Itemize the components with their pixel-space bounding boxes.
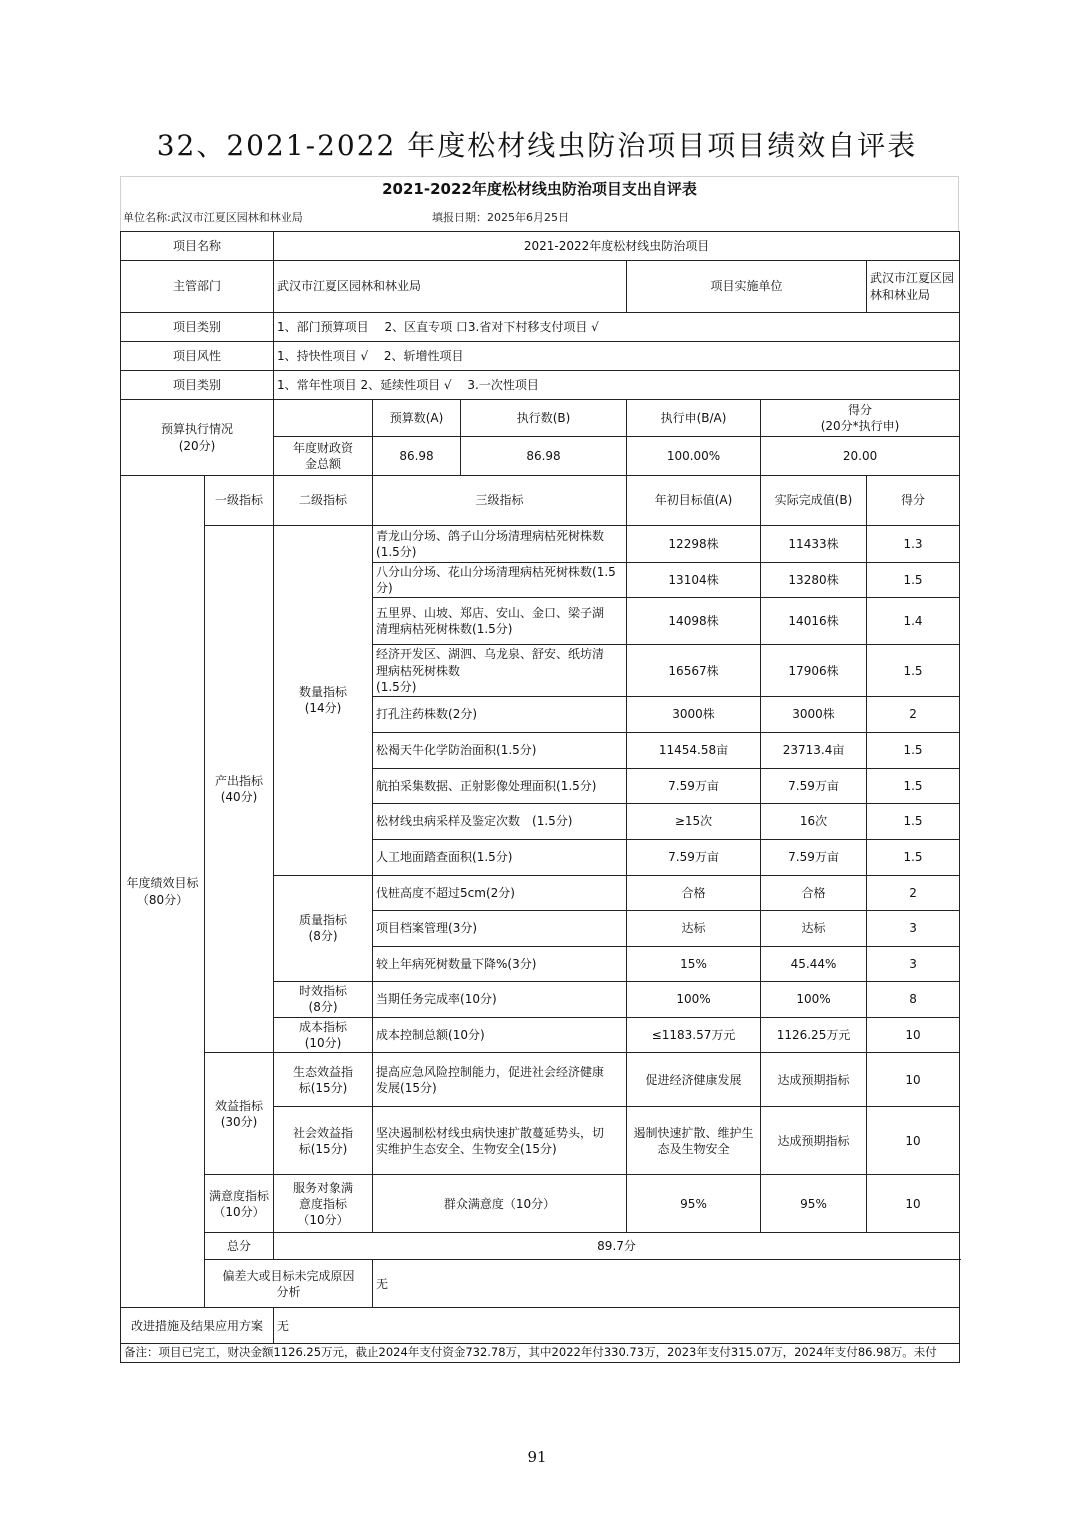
budget-score: 20.00 — [761, 437, 960, 476]
actual-value: 7.59万亩 — [761, 839, 867, 875]
nature-value: 1、持快性项目 √ 2、斩增性项目 — [274, 342, 960, 371]
table-row — [121, 313, 960, 342]
actual-value: 达成预期指标 — [761, 1107, 867, 1175]
indicator-name: 较上年病死树数量下降%(3分) — [373, 946, 627, 981]
nature-label: 项目风性 — [121, 342, 274, 371]
budget-col-score: 得分 (20分*执行申) — [761, 400, 960, 437]
score-value: 3 — [867, 910, 960, 946]
table-row — [121, 342, 960, 371]
sheet-title: 2021-2022年度松材线虫防治项目支出自评表 — [382, 180, 697, 198]
indicator-name: 八分山分场、花山分场清理病枯死树株数(1.5 分) — [373, 563, 627, 598]
improve-value: 无 — [274, 1308, 960, 1344]
actual-value: 100% — [761, 981, 867, 1017]
budget-label: 预算执行情况 (20分) — [121, 400, 274, 476]
actual-value: 14016株 — [761, 598, 867, 645]
page-number: 91 — [527, 1448, 547, 1466]
target-value: 遏制快速扩散、维护生 态及生物安全 — [627, 1107, 761, 1175]
budget-col-a: 预算数(A) — [373, 400, 461, 437]
type1-value: 1、部门预算项目 2、区直专项 口3.省对下村移支付项目 √ — [274, 313, 960, 342]
indicator-name: 松材线虫病采样及鉴定次数 (1.5分) — [373, 803, 627, 839]
eco-label: 生态效益指 标(15分) — [274, 1053, 373, 1107]
score-value: 1.5 — [867, 839, 960, 875]
indicator-name: 航拍采集数据、正射影像处理面积(1.5分) — [373, 768, 627, 803]
table-row — [121, 476, 960, 526]
output-label: 产出指标 (40分) — [205, 526, 274, 1053]
score-value: 1.5 — [867, 645, 960, 697]
actual-value: 13280株 — [761, 563, 867, 598]
indicator-name: 当期任务完成率(10分) — [373, 981, 627, 1017]
actual-value: 45.44% — [761, 946, 867, 981]
target-value: 促进经济健康发展 — [627, 1053, 761, 1107]
table-row — [121, 526, 960, 563]
target-value: 7.59万亩 — [627, 768, 761, 803]
actual-value: 16次 — [761, 803, 867, 839]
evaluation-table — [120, 231, 960, 1363]
improve-label: 改进措施及结果应用方案 — [121, 1308, 274, 1344]
score-value: 1.5 — [867, 768, 960, 803]
time-label: 时效指标 (8分) — [274, 981, 373, 1017]
target-value: 合格 — [627, 875, 761, 910]
target-value: 11454.58亩 — [627, 732, 761, 768]
indicator-name: 坚决遏制松材线虫病快速扩散蔓延势头，切 实维护生态安全、生物安全(15分) — [373, 1107, 627, 1175]
actual-value: 7.59万亩 — [761, 768, 867, 803]
actual-value: 1126.25万元 — [761, 1017, 867, 1052]
indicator-name: 伐桩高度不超过5cm(2分) — [373, 875, 627, 910]
indicator-name: 群众满意度（10分） — [373, 1175, 627, 1233]
perf-header-5: 实际完成值(B) — [761, 476, 867, 526]
budget-col-b: 执行数(B) — [461, 400, 627, 437]
deviation-value: 无 — [373, 1260, 960, 1308]
total-label: 总分 — [205, 1233, 274, 1260]
target-value: 13104株 — [627, 563, 761, 598]
total-value: 89.7分 — [274, 1233, 960, 1260]
actual-value: 3000株 — [761, 696, 867, 732]
dept-value: 武汉市江夏区园林和林业局 — [274, 261, 627, 313]
perf-label: 年度绩效目标 （80分） — [121, 476, 205, 1308]
page-title: 32、2021-2022 年度松材线虫防治项目项目绩效自评表 — [156, 129, 918, 162]
target-value: 15% — [627, 946, 761, 981]
score-value: 1.5 — [867, 563, 960, 598]
actual-value: 23713.4亩 — [761, 732, 867, 768]
table-row — [121, 400, 960, 437]
project-name-label: 项目名称 — [121, 232, 274, 261]
target-value: 16567株 — [627, 645, 761, 697]
score-value: 1.4 — [867, 598, 960, 645]
indicator-name: 打孔注药株数(2分) — [373, 696, 627, 732]
sat2-label: 服务对象满 意度指标 （10分） — [274, 1175, 373, 1233]
actual-value: 合格 — [761, 875, 867, 910]
table-row — [121, 1260, 960, 1308]
note: 备注：项目已完工，财决金额1126.25万元，截止2024年支付资金732.78万，其中2022年付330.73万，2023年支付315.07万，2024年支付86.98万。未付 — [121, 1344, 960, 1363]
impl-label: 项目实施单位 — [627, 261, 867, 313]
perf-header-4: 年初目标值(A) — [627, 476, 761, 526]
fill-date: 填报日期：2025年6月25日 — [432, 211, 569, 224]
target-value: ≥15次 — [627, 803, 761, 839]
actual-value: 17906株 — [761, 645, 867, 697]
table-row — [121, 1233, 960, 1260]
target-value: 12298株 — [627, 526, 761, 563]
score-value: 10 — [867, 1053, 960, 1107]
table-row — [121, 1053, 960, 1107]
score-value: 8 — [867, 981, 960, 1017]
benefit-label: 效益指标 (30分) — [205, 1053, 274, 1175]
score-value: 1.5 — [867, 803, 960, 839]
budget-row-label: 年度财政资 金总额 — [274, 437, 373, 476]
indicator-name: 成本控制总额(10分) — [373, 1017, 627, 1052]
budget-b: 86.98 — [461, 437, 627, 476]
perf-header-3: 三级指标 — [373, 476, 627, 526]
unit-name: 单位名称:武汉市江夏区园林和林业局 — [123, 211, 303, 224]
type2-label: 项目类别 — [121, 371, 274, 400]
perf-header-6: 得分 — [867, 476, 960, 526]
table-row — [121, 261, 960, 313]
target-value: ≤1183.57万元 — [627, 1017, 761, 1052]
budget-col-rate: 执行申(B/A) — [627, 400, 761, 437]
perf-header-1: 一级指标 — [205, 476, 274, 526]
social-label: 社会效益指 标(15分) — [274, 1107, 373, 1175]
table-row — [121, 1308, 960, 1344]
actual-value: 达成预期指标 — [761, 1053, 867, 1107]
indicator-name: 经济开发区、湖泗、乌龙泉、舒安、纸坊清 理病枯死树株数 (1.5分) — [373, 645, 627, 697]
cost-label: 成本指标 (10分) — [274, 1017, 373, 1052]
indicator-name: 松褐天牛化学防治面积(1.5分) — [373, 732, 627, 768]
indicator-name: 项目档案管理(3分) — [373, 910, 627, 946]
qty-label: 数量指标 (14分) — [274, 526, 373, 876]
actual-value: 达标 — [761, 910, 867, 946]
score-value: 2 — [867, 875, 960, 910]
actual-value: 95% — [761, 1175, 867, 1233]
actual-value: 11433株 — [761, 526, 867, 563]
score-value: 3 — [867, 946, 960, 981]
score-value: 1.3 — [867, 526, 960, 563]
target-value: 7.59万亩 — [627, 839, 761, 875]
target-value: 100% — [627, 981, 761, 1017]
target-value: 95% — [627, 1175, 761, 1233]
score-value: 10 — [867, 1107, 960, 1175]
target-value: 达标 — [627, 910, 761, 946]
budget-blank-cell — [274, 400, 373, 437]
budget-a: 86.98 — [373, 437, 461, 476]
score-value: 10 — [867, 1017, 960, 1052]
dept-label: 主管部门 — [121, 261, 274, 313]
budget-rate: 100.00% — [627, 437, 761, 476]
table-row — [121, 1344, 960, 1363]
score-value: 1.5 — [867, 732, 960, 768]
impl-value: 武汉市江夏区园林和林业局 — [867, 261, 960, 313]
deviation-label: 偏差大或目标未完成原因 分析 — [205, 1260, 373, 1308]
table-row — [121, 1175, 960, 1233]
type1-label: 项目类别 — [121, 313, 274, 342]
indicator-name: 青龙山分场、鸽子山分场清理病枯死树株数 (1.5分) — [373, 526, 627, 563]
sat-label: 满意度指标 （10分） — [205, 1175, 274, 1233]
project-name-value: 2021-2022年度松材线虫防治项目 — [274, 232, 960, 261]
table-row — [121, 232, 960, 261]
type2-value: 1、常年性项目 2、延续性项目 √ 3.一次性项目 — [274, 371, 960, 400]
indicator-name: 提高应急风险控制能力，促进社会经济健康 发展(15分) — [373, 1053, 627, 1107]
indicator-name: 五里界、山坡、郑店、安山、金口、梁子湖 清理病枯死树株数(1.5分) — [373, 598, 627, 645]
quality-label: 质量指标 (8分) — [274, 875, 373, 981]
perf-header-2: 二级指标 — [274, 476, 373, 526]
target-value: 14098株 — [627, 598, 761, 645]
table-row — [121, 371, 960, 400]
score-value: 2 — [867, 696, 960, 732]
indicator-name: 人工地面踏查面积(1.5分) — [373, 839, 627, 875]
target-value: 3000株 — [627, 696, 761, 732]
score-value: 10 — [867, 1175, 960, 1233]
